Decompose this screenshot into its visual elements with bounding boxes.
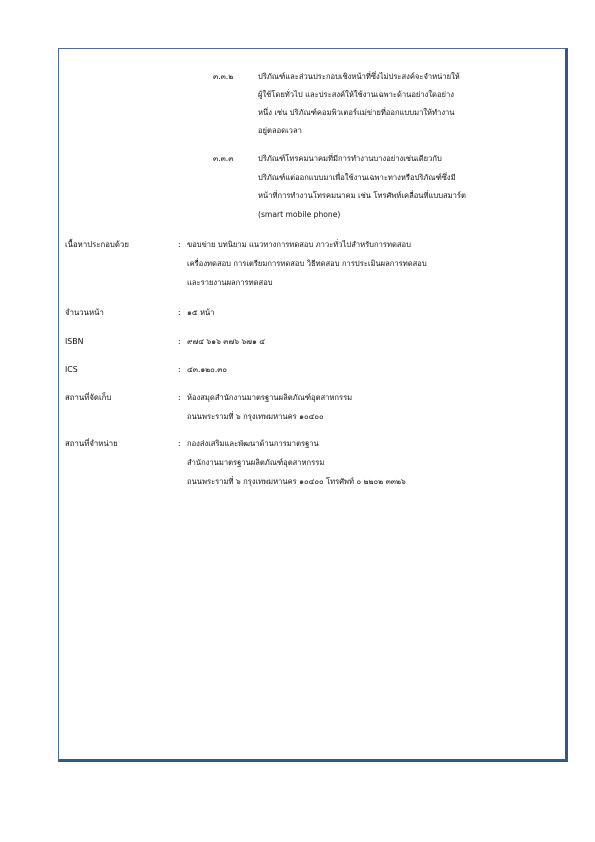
field-value-line: ถนนพระรามที่ ๖ กรุงเทพมหานคร ๑๐๔๐๐ โทรศัพท์ ๐ ๒๒๐๒ ๓๓๒๖	[187, 477, 406, 486]
field-colon: :	[178, 240, 181, 249]
field-colon: :	[178, 365, 181, 374]
field-value-line: ๙๗๔ ๖๑๖ ๓๗๖ ๖๗๑ ๔	[187, 337, 265, 346]
field-colon: :	[178, 308, 181, 317]
field-colon: :	[178, 439, 181, 448]
subitem-line: ปริภัณฑ์โทรคมนาคมที่มีการทำงานบางอย่างเช่นเดียวกับ	[258, 154, 442, 163]
field-value-line: ๔๓.๑๒๐.๓๐	[187, 365, 228, 374]
subitem-line: หน้าที่การทำงานโทรคมนาคม เช่น โทรศัพท์เคลื่อนที่แบบสมาร์ต	[258, 191, 466, 200]
field-value-line: ขอบข่าย บทนิยาม แนวทางการทดสอบ ภาวะทั่วไปสำหรับการทดสอบ	[187, 240, 411, 249]
field-value-line: ห้องสมุดสำนักงานมาตรฐานผลิตภัณฑ์อุตสาหกรรม	[187, 393, 353, 402]
subitem-line: (smart mobile phone)	[258, 210, 341, 219]
field-colon: :	[178, 337, 181, 346]
field-label-page-count: จำนวนหน้า	[65, 308, 104, 317]
field-value-line: กองส่งเสริมและพัฒนาด้านการมาตรฐาน	[187, 439, 319, 448]
subitem-line: ผู้ใช้โดยทั่วไป และประสงค์ให้ใช้งานเฉพาะด้านอย่างใดอย่าง	[258, 90, 454, 99]
field-label-ics: ICS	[65, 365, 78, 374]
field-value-line: ๑๕ หน้า	[187, 308, 215, 317]
field-label-contents: เนื้อหาประกอบด้วย	[65, 240, 129, 249]
field-colon: :	[178, 393, 181, 402]
subitem-line: หนึ่ง เช่น ปริภัณฑ์คอมพิวเตอร์แม่ข่ายที่ออกแบบมาให้ทำงาน	[258, 108, 455, 117]
subitem-number: ๓.๓.๓	[213, 154, 234, 163]
subitem-line: ปริภัณฑ์แต่ออกแบบมาเพื่อใช้งานเฉพาะทางหรือปริภัณฑ์ซึ่งมี	[258, 173, 456, 182]
field-value-line: สำนักงานมาตรฐานผลิตภัณฑ์อุตสาหกรรม	[187, 458, 325, 467]
subitem-line: อยู่ตลอดเวลา	[258, 126, 302, 135]
field-label-storage: สถานที่จัดเก็บ	[65, 393, 112, 402]
subitem-number: ๓.๓.๒	[213, 72, 234, 81]
field-value-line: เครื่องทดสอบ การเตรียมการทดสอบ วิธีทดสอบ การประเมินผลการทดสอบ	[187, 259, 427, 268]
field-label-sales: สถานที่จำหน่าย	[65, 439, 118, 448]
field-value-line: ถนนพระรามที่ ๖ กรุงเทพมหานคร ๑๐๔๐๐	[187, 412, 324, 421]
field-label-isbn: ISBN	[65, 337, 84, 346]
subitem-line: ปริภัณฑ์และส่วนประกอบเชิงหน้าที่ซึ่งไม่ประสงค์จะจำหน่ายให้	[258, 72, 460, 81]
field-value-line: และรายงานผลการทดสอบ	[187, 278, 273, 287]
